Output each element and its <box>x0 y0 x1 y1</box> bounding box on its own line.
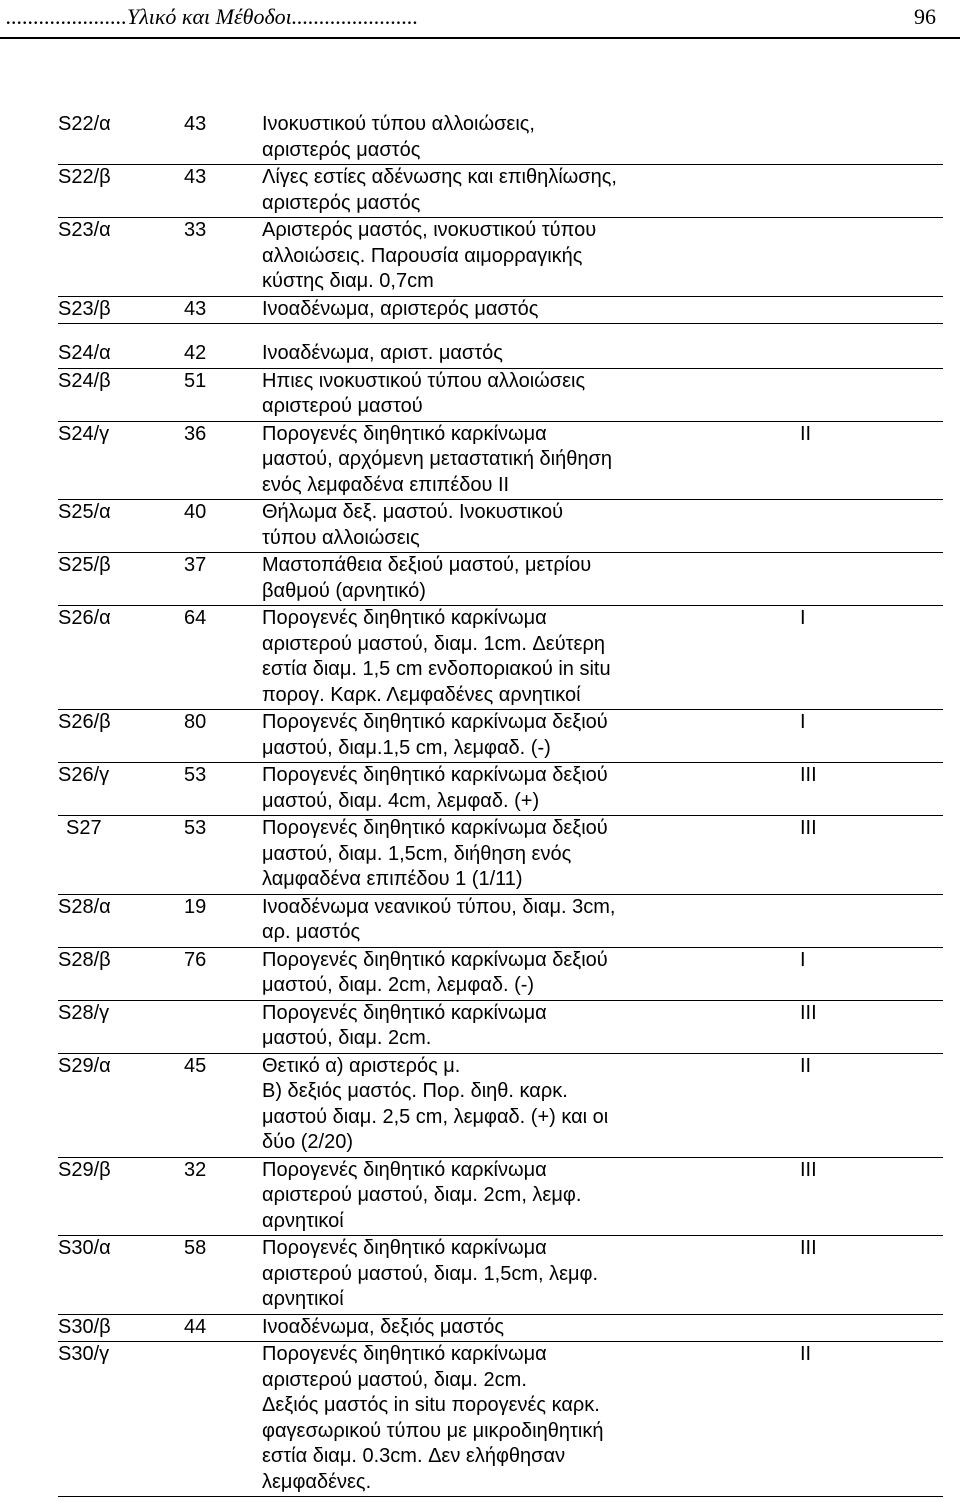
patient-age: 43 <box>184 113 207 135</box>
table-row <box>58 1315 943 1343</box>
patient-age: 44 <box>184 1315 207 1338</box>
table-row <box>58 816 943 895</box>
specimen-id: S30/β <box>58 1315 111 1338</box>
specimen-id: S27 <box>66 817 102 839</box>
table-row <box>58 763 943 816</box>
specimen-id: S24/γ <box>58 422 110 445</box>
table-row <box>58 710 943 763</box>
tumor-grade: ΙΙΙ <box>800 764 817 786</box>
specimen-id: S25/β <box>58 554 111 576</box>
diagnosis-description: Ινοαδένωμα νεανικού τύπου, διαμ. 3cm, αρ. μαστός <box>262 895 616 943</box>
tumor-grade: Ι <box>800 607 806 629</box>
specimen-id: S23/β <box>58 297 111 320</box>
table-row <box>58 553 943 606</box>
patient-age: 53 <box>184 764 207 786</box>
table-row <box>58 112 943 165</box>
table-row <box>58 1001 943 1054</box>
specimen-id: S28/α <box>58 895 111 918</box>
tumor-grade: ΙΙΙ <box>800 1158 817 1181</box>
specimen-id: S29/β <box>58 1158 111 1181</box>
diagnosis-description: Πορογενές διηθητικό καρκίνωμα μαστού, αρχόμενη μεταστατική διήθηση ενός λεμφαδένα επιπέδου ΙΙ <box>262 422 612 496</box>
diagnosis-description: Θήλωμα δεξ. μαστού. Ινοκυστικού τύπου αλλοιώσεις <box>262 501 564 549</box>
diagnosis-description: Ινοαδένωμα, δεξιός μαστός <box>262 1315 504 1338</box>
patient-age: 80 <box>184 711 207 733</box>
specimen-id: S23/α <box>58 219 111 241</box>
diagnosis-description: Πορογενές διηθητικό καρκίνωμα αριστερού μαστού, διαμ. 2cm, λεμφ. αρνητικοί <box>262 1158 582 1232</box>
diagnosis-description: Αριστερός μαστός, ινοκυστικού τύπου αλλοιώσεις. Παρουσία αιμορραγικής κύστης διαμ. 0,7cm <box>262 219 597 292</box>
section-title: ......................Υλικό και Μέθοδοι....................... <box>6 4 419 29</box>
patient-age: 33 <box>184 219 207 241</box>
specimen-id: S24/α <box>58 342 111 364</box>
diagnosis-description: Μαστοπάθεια δεξιού μαστού, μετρίου βαθμού (αρνητικό) <box>262 554 592 602</box>
patient-age: 36 <box>184 422 207 445</box>
patient-age: 58 <box>184 1237 207 1259</box>
page-number: 96 <box>914 4 936 29</box>
specimen-id: S26/α <box>58 607 111 629</box>
tumor-grade: ΙΙ <box>800 1343 812 1365</box>
patient-age: 53 <box>184 817 207 839</box>
patient-age: 45 <box>184 1054 207 1077</box>
table-row <box>58 606 943 710</box>
specimen-id: S28/β <box>58 948 111 971</box>
tumor-grade: ΙΙΙ <box>800 817 817 839</box>
diagnosis-description: Ηπιες ινοκυστικού τύπου αλλοιώσεις αριστερού μαστού <box>262 369 586 417</box>
specimen-id: S22/α <box>58 113 111 135</box>
table-row <box>58 1158 943 1237</box>
diagnosis-description: Πορογενές διηθητικό καρκίνωμα δεξιού μαστού, διαμ. 4cm, λεμφαδ. (+) <box>262 764 608 812</box>
table-row <box>58 948 943 1001</box>
table-row <box>58 1054 943 1158</box>
specimen-id: S24/β <box>58 369 111 392</box>
diagnosis-description: Λίγες εστίες αδένωσης και επιθηλίωσης, αριστερός μαστός <box>262 166 617 214</box>
diagnosis-description: Ινοαδένωμα, αριστ. μαστός <box>262 342 503 364</box>
patient-age: 76 <box>184 948 207 971</box>
diagnosis-description: Πορογενές διηθητικό καρκίνωμα αριστερού μαστού, διαμ. 1,5cm, λεμφ. αρνητικοί <box>262 1237 599 1310</box>
diagnosis-description: Πορογενές διηθητικό καρκίνωμα αριστερού μαστού, διαμ. 2cm. Δεξιός μαστός in situ πορογενές καρκ. φαγεσωρικού τύπου με μικροδιηθητική εστία διαμ. 0.3cm. Δεν ελήφθησαν λεμφαδένες. <box>262 1343 604 1493</box>
tumor-grade: ΙΙΙ <box>800 1237 817 1259</box>
diagnosis-description: Ινοκυστικού τύπου αλλοιώσεις, αριστερός μαστός <box>262 113 535 161</box>
patient-age: 19 <box>184 895 207 918</box>
table-row <box>58 369 943 422</box>
patient-age: 40 <box>184 501 207 523</box>
table-row <box>58 1342 943 1497</box>
specimen-table <box>58 112 943 1497</box>
specimen-id: S30/α <box>58 1237 111 1259</box>
patient-age: 43 <box>184 166 207 188</box>
specimen-id: S26/β <box>58 711 111 733</box>
table-row <box>58 341 943 369</box>
diagnosis-description: Πορογενές διηθητικό καρκίνωμα αριστερού μαστού, διαμ. 1cm. Δεύτερη εστία διαμ. 1,5 cm ενδοποριακού in situ πορογ. Καρκ. Λεμφαδένες αρνητικοί <box>262 607 611 706</box>
specimen-id: S28/γ <box>58 1001 110 1024</box>
table-row <box>58 297 943 325</box>
diagnosis-description: Πορογενές διηθητικό καρκίνωμα δεξιού μαστού, διαμ. 1,5cm, διήθηση ενός λαμφαδένα επιπέδου 1 (1/11) <box>262 817 608 890</box>
specimen-id: S25/α <box>58 501 111 523</box>
patient-age: 51 <box>184 369 207 392</box>
table-row <box>58 500 943 553</box>
diagnosis-description: Ινοαδένωμα, αριστερός μαστός <box>262 297 539 320</box>
tumor-grade: ΙΙ <box>800 1054 812 1077</box>
tumor-grade: Ι <box>800 711 806 733</box>
diagnosis-description: Πορογενές διηθητικό καρκίνωμα μαστού, διαμ. 2cm. <box>262 1001 547 1049</box>
table-row <box>58 895 943 948</box>
header-divider <box>0 37 960 39</box>
patient-age: 37 <box>184 554 207 576</box>
page-header <box>0 0 960 40</box>
specimen-id: S30/γ <box>58 1343 110 1365</box>
diagnosis-description: Πορογενές διηθητικό καρκίνωμα δεξιού μαστού, διαμ.1,5 cm, λεμφαδ. (-) <box>262 711 608 759</box>
tumor-grade: Ι <box>800 948 806 971</box>
specimen-id: S26/γ <box>58 764 110 786</box>
patient-age: 64 <box>184 607 207 629</box>
table-row <box>58 1236 943 1315</box>
diagnosis-description: Πορογενές διηθητικό καρκίνωμα δεξιού μαστού, διαμ. 2cm, λεμφαδ. (-) <box>262 948 608 996</box>
patient-age: 32 <box>184 1158 207 1181</box>
patient-age: 43 <box>184 297 207 320</box>
table-row <box>58 218 943 297</box>
diagnosis-description: Θετικό α) αριστερός μ. Β) δεξιός μαστός. Πορ. διηθ. καρκ. μαστού διαμ. 2,5 cm, λεμφαδ. (+) και οι δύο (2/20) <box>262 1054 609 1153</box>
tumor-grade: ΙΙ <box>800 422 812 445</box>
specimen-id: S29/α <box>58 1054 111 1077</box>
tumor-grade: ΙΙΙ <box>800 1001 817 1024</box>
specimen-id: S22/β <box>58 166 111 188</box>
patient-age: 42 <box>184 342 207 364</box>
table-row <box>58 165 943 218</box>
table-row <box>58 422 943 501</box>
